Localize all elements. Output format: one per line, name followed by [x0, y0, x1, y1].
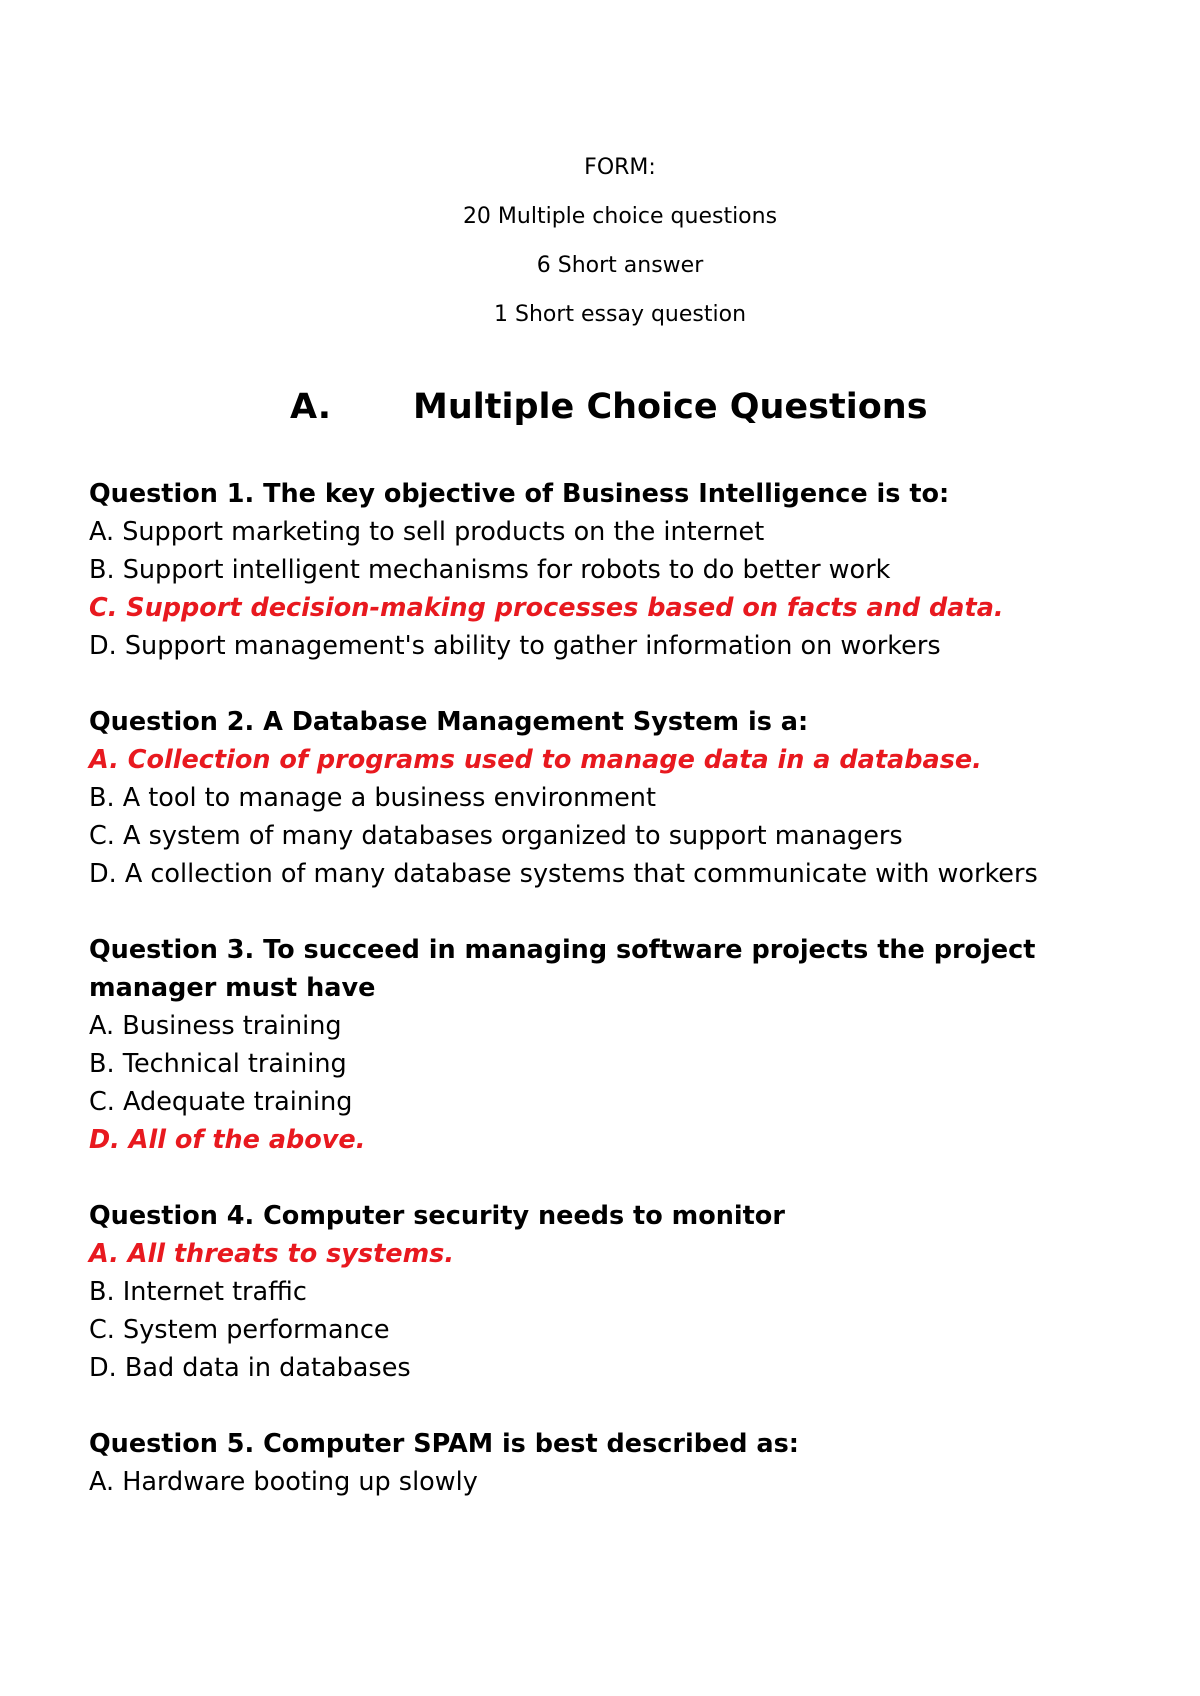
option-d: D. Bad data in databases	[89, 1353, 411, 1383]
option-a: A. Business training	[89, 1011, 342, 1041]
option-b: B. Support intelligent mechanisms for robots to do better work	[89, 555, 891, 585]
option-c-correct: C. Support decision-making processes based on facts and data.	[89, 593, 1004, 623]
option-c: C. A system of many databases organized to support managers	[89, 821, 903, 851]
option-a-correct: A. All threats to systems.	[89, 1239, 455, 1269]
option-a: A. Hardware booting up slowly	[89, 1467, 478, 1497]
question-4	[89, 1197, 1129, 1387]
section-title: Multiple Choice Questions	[413, 387, 928, 427]
section-letter: A.	[290, 387, 332, 427]
question-text: Question 3. To succeed in managing software projects the project manager must have	[89, 935, 1036, 1003]
option-a: A. Support marketing to sell products on the internet	[89, 517, 765, 547]
option-d: D. A collection of many database systems that communicate with workers	[89, 859, 1038, 889]
option-b: B. Technical training	[89, 1049, 347, 1079]
short-answer-count: 6 Short answer	[536, 253, 704, 278]
question-3	[89, 931, 1129, 1159]
option-d: D. Support management's ability to gather information on workers	[89, 631, 941, 661]
question-text: Question 4. Computer security needs to monitor	[89, 1201, 785, 1231]
mcq-count: 20 Multiple choice questions	[462, 204, 778, 229]
question-1	[89, 475, 1129, 665]
option-b: B. Internet traffic	[89, 1277, 307, 1307]
option-c: C. System performance	[89, 1315, 390, 1345]
option-d-correct: D. All of the above.	[89, 1125, 366, 1155]
option-c: C. Adequate training	[89, 1087, 353, 1117]
question-5	[89, 1425, 1129, 1501]
question-text: Question 5. Computer SPAM is best described as:	[89, 1429, 799, 1459]
question-text: Question 1. The key objective of Business Intelligence is to:	[89, 479, 950, 509]
question-list	[89, 475, 1129, 1539]
option-a-correct: A. Collection of programs used to manage data in a database.	[89, 745, 982, 775]
option-b: B. A tool to manage a business environment	[89, 783, 656, 813]
section-heading	[290, 385, 928, 429]
form-label: FORM:	[584, 155, 656, 180]
question-2	[89, 703, 1129, 893]
essay-count: 1 Short essay question	[493, 302, 747, 327]
question-text: Question 2. A Database Management System is a:	[89, 707, 809, 737]
form-summary	[0, 143, 1200, 339]
